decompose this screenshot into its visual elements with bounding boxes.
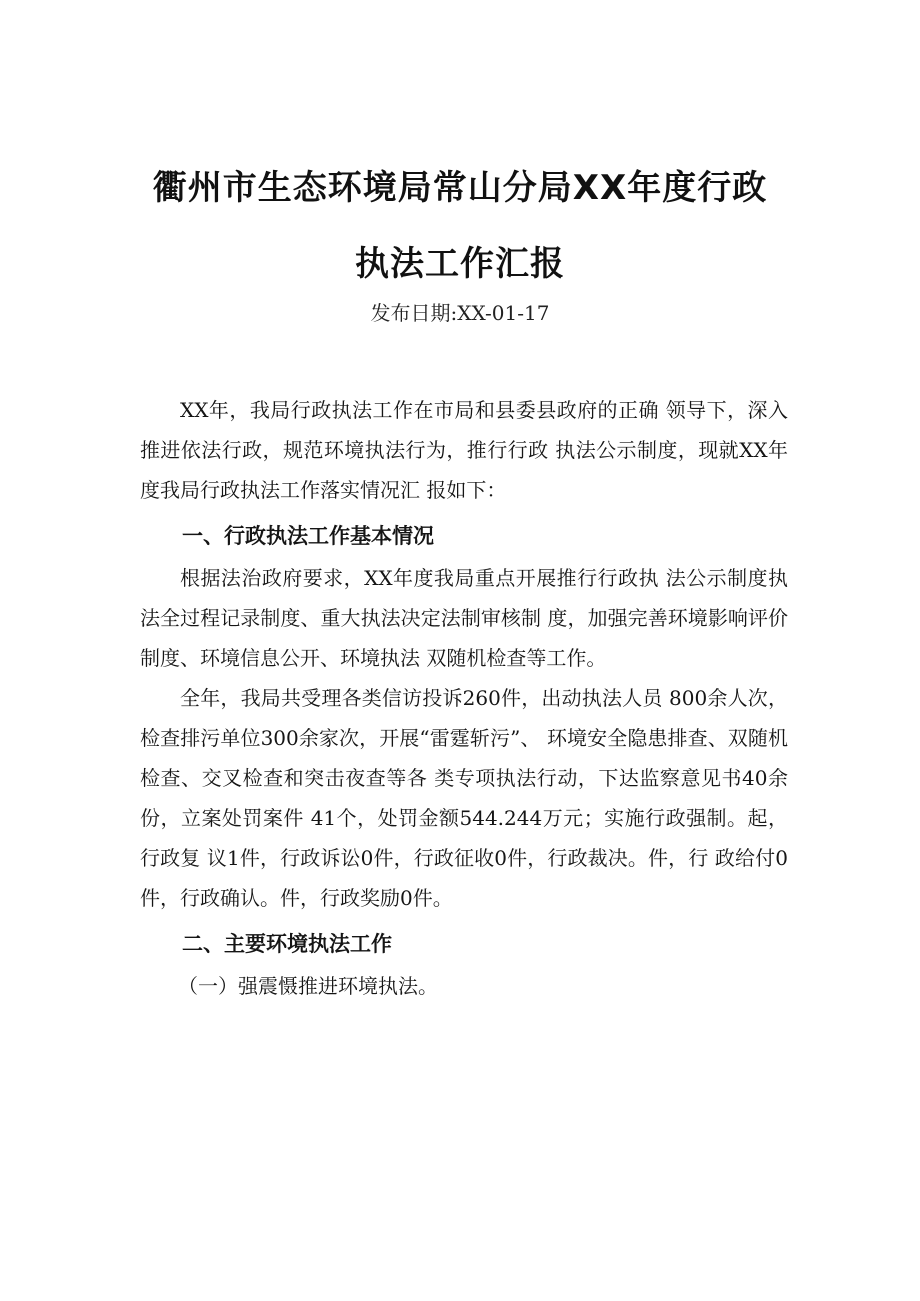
document-title-line-1: 衢州市生态环境局常山分局XX年度行政 (152, 168, 768, 208)
publish-date: 发布日期:XX-01-17 (370, 301, 550, 325)
section-1-paragraph-2: 全年，我局共受理各类信访投诉260件，出动执法人员 800余人次，检查排污单位300余家次，开展“雷霆斩污”、 环境安全隐患排查、双随机检查、交叉检查和突击夜查等各 类专项执法行动，下达监察意见书40余份，立案处罚案件 41个，处罚金额544.244万元；实施行政强制。起，行政复 议1件，行政诉讼0件，行政征收0件，行政裁决。件，行 政给付0件，行政确认。件，行政奖励0件。 (140, 686, 788, 910)
section-2-heading: 二、主要环境执法工作 (182, 932, 392, 956)
intro-paragraph: XX年，我局行政执法工作在市局和县委县政府的正确 领导下，深入推进依法行政，规范环境执法行为，推行行政 执法公示制度，现就XX年度我局行政执法工作落实情况汇 报如下： (140, 398, 788, 502)
section-2-subheading-1: （一）强震慑推进环境执法。 (178, 974, 438, 998)
document-title-line-2: 执法工作汇报 (355, 244, 565, 284)
section-1-paragraph-1: 根据法治政府要求，XX年度我局重点开展推行行政执 法公示制度执法全过程记录制度、重大执法决定法制审核制 度，加强完善环境影响评价制度、环境信息公开、环境执法 双随机检查等工作。 (140, 566, 788, 670)
section-1-heading: 一、行政执法工作基本情况 (182, 524, 434, 548)
document-body (140, 390, 788, 1006)
